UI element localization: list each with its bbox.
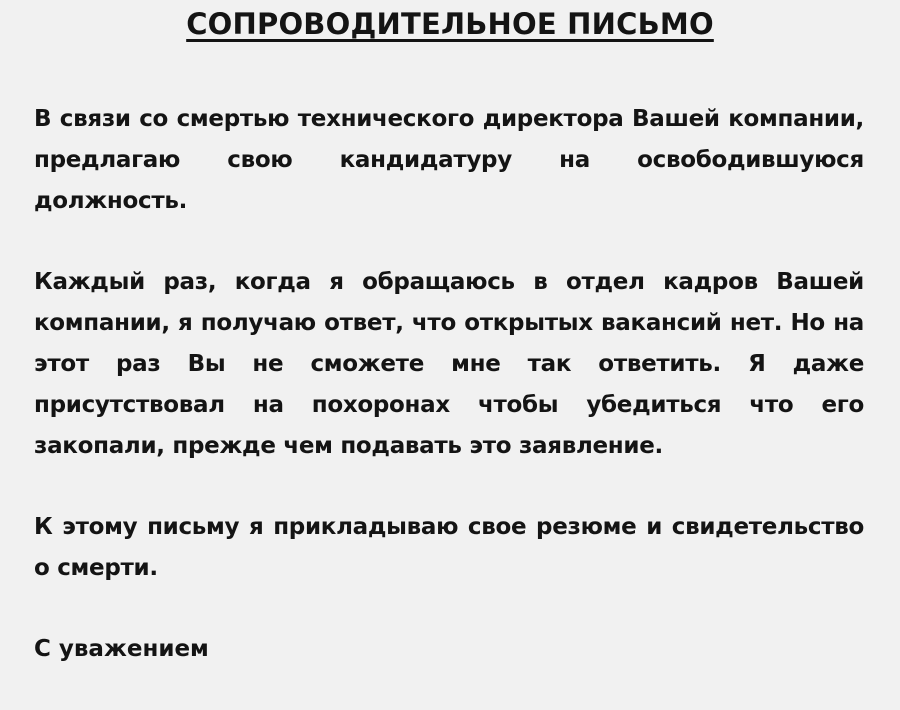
letter-body (34, 99, 864, 670)
letter-title (0, 4, 900, 44)
letter-paragraph-2: Каждый раз, когда я обращаюсь в отдел кадров Вашей компании, я получаю ответ, что открытых вакансий нет. Но на этот раз Вы не сможете мне так ответить. Я даже присутствовал на похоронах чтобы убедиться что его закопали, прежде чем подавать это заявление. (34, 269, 864, 459)
letter-paragraph-1: В связи со смертью технического директора Вашей компании, предлагаю свою кандидатуру на освободившуюся должность. (34, 106, 864, 214)
letter-signoff: С уважением (34, 636, 209, 662)
letter-paragraph-3: К этому письму я прикладываю свое резюме и свидетельство о смерти. (34, 514, 864, 581)
letter-title-text: СОПРОВОДИТЕЛЬНОЕ ПИСЬМО (186, 7, 714, 41)
